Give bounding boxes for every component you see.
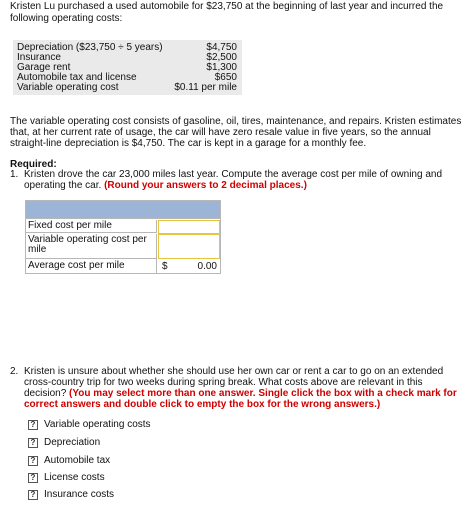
required-heading: Required: [10, 159, 57, 170]
currency-symbol: $ [162, 261, 168, 272]
cost-amount: $2,500 [206, 52, 237, 63]
cost-label: Variable operating cost [17, 82, 119, 93]
question-number: 2. [10, 366, 19, 377]
cost-label: Garage rent [17, 62, 71, 73]
cost-amount: $650 [214, 72, 237, 83]
checkbox-icon[interactable]: ? [28, 438, 38, 448]
answer-table [25, 200, 221, 274]
problem-paragraph: The variable operating cost consists of gasoline, oil, tires, maintenance, and repairs. Kristen estimates that, at her current rate of usage, the car will have zero resale value in five years, so the annual straight-line depreciation is $4,750. The car is kept in a garage for a monthly fee. [10, 116, 462, 149]
cost-row [17, 83, 237, 93]
cost-amount: $1,300 [206, 62, 237, 73]
checkbox-icon[interactable]: ? [28, 420, 38, 430]
option-label: License costs [44, 472, 105, 483]
option-label: Insurance costs [44, 489, 115, 500]
question-text [24, 169, 464, 191]
cost-label: Insurance [17, 52, 61, 63]
variable-cost-per-mile-input[interactable] [158, 234, 220, 259]
fixed-cost-per-mile-input[interactable] [158, 220, 220, 234]
question-1-instruction: (Round your answers to 2 decimal places.) [104, 180, 307, 191]
option-label: Variable operating costs [44, 419, 151, 430]
operating-costs-table [13, 40, 242, 95]
answer-row-label: Variable operating cost per mile [26, 234, 157, 259]
answer-row-label: Average cost per mile [26, 259, 157, 273]
cost-label: Automobile tax and license [17, 72, 137, 83]
answer-table-header [26, 201, 220, 219]
question-text [24, 366, 464, 410]
problem-intro: Kristen Lu purchased a used automobile for $23,750 at the beginning of last year and incurred the following operating costs: [10, 1, 444, 24]
question-1-text: Kristen drove the car 23,000 miles last year. Compute the average cost per mile of owning and operating the car. [24, 169, 443, 191]
checkbox-icon[interactable]: ? [28, 490, 38, 500]
cost-label: Depreciation ($23,750 ÷ 5 years) [17, 42, 163, 53]
checkbox-icon[interactable]: ? [28, 456, 38, 466]
average-cost-per-mile-cell [158, 259, 220, 273]
option-label: Automobile tax [44, 455, 111, 466]
question-2-text: Kristen is unsure about whether she should use her own car or rent a car to go on an extended cross-country trip for two weeks during spring break. What costs above are relevant in this decision? [24, 366, 444, 399]
question-2-instruction: (You may select more than one answer. Single click the box with a check mark for correct answers and double click to empty the box for the wrong answers.) [24, 388, 457, 410]
answer-row-label: Fixed cost per mile [26, 220, 157, 233]
cost-amount: $4,750 [206, 42, 237, 53]
cost-amount: $0.11 per mile [174, 82, 237, 93]
question-number: 1. [10, 169, 19, 180]
option-label: Depreciation [44, 437, 101, 448]
average-cost-value: 0.00 [197, 261, 217, 272]
checkbox-icon[interactable]: ? [28, 473, 38, 483]
